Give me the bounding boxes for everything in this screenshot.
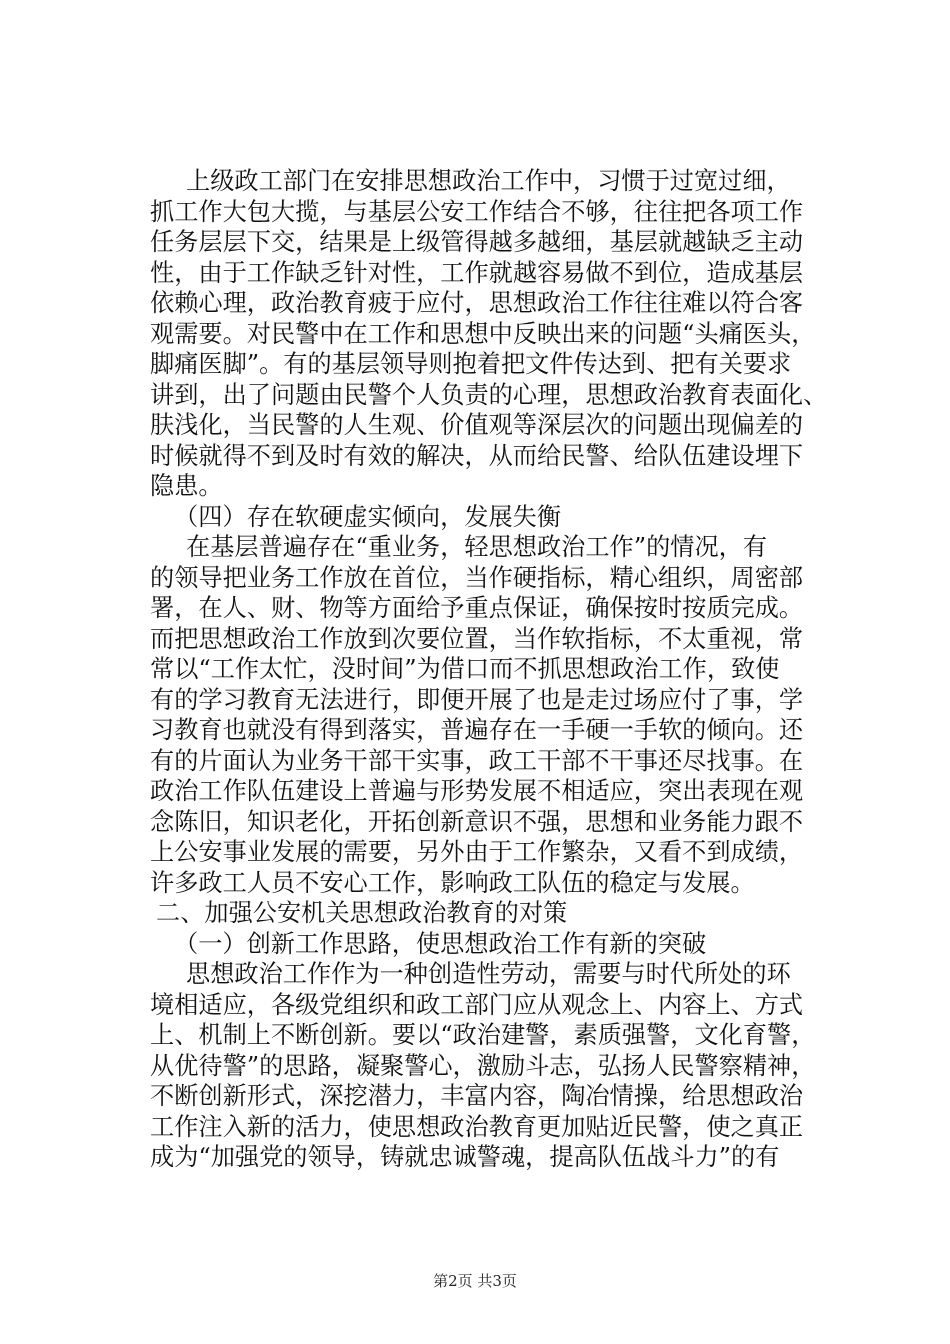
text-line: 有的片面认为业务干部干实事，政工干部不干事还尽找事。在 [150, 746, 804, 775]
text-line: 不断创新形式，深挖潜力，丰富内容，陶冶情操，给思想政治 [150, 1082, 804, 1110]
text-line: 在基层普遍存在“重业务，轻思想政治工作”的情况，有 [186, 533, 768, 561]
text-line: 抓工作大包大揽，与基层公安工作结合不够，往往把各项工作 [150, 197, 804, 226]
text-line: 上公安事业发展的需要，另外由于工作繁杂，又看不到成绩， [150, 838, 804, 866]
text-line: 从优待警”的思路，凝聚警心，激励斗志，弘扬人民警察精神， [150, 1051, 816, 1080]
text-line: 隐患。 [150, 472, 223, 500]
text-line: 习教育也就没有得到落实，普遍存在一手硬一手软的倾向。还 [150, 716, 804, 744]
text-line: 任务层层下交，结果是上级管得越多越细，基层就越缺乏主动 [150, 228, 804, 256]
document-body [150, 166, 840, 1173]
text-line: 思想政治工作作为一种创造性劳动，需要与时代所处的环 [186, 960, 791, 988]
text-line: 肤浅化，当民警的人生观、价值观等深层次的问题出现偏差的 [150, 411, 804, 439]
text-line: 成为“加强党的领导，铸就忠诚警魂，提高队伍战斗力”的有 [150, 1143, 780, 1171]
text-line: 上级政工部门在安排思想政治工作中，习惯于过宽过细， [186, 167, 791, 195]
text-line: 有的学习教育无法进行，即便开展了也是走过场应付了事，学 [150, 685, 804, 714]
text-line: 性，由于工作缺乏针对性，工作就越容易做不到位，造成基层 [150, 258, 804, 287]
text-line: 依赖心理，政治教育疲于应付，思想政治工作往往难以符合客 [150, 289, 804, 317]
page-footer: 第2页 共3页 [433, 1272, 517, 1290]
text-line: 脚痛医脚”。有的基层领导则抱着把文件传达到、把有关要求 [150, 350, 792, 378]
text-line: 观需要。对民警中在工作和思想中反映出来的问题“头痛医头， [150, 319, 816, 348]
text-line: 署，在人、财、物等方面给予重点保证，确保按时按质完成。 [150, 594, 804, 622]
text-line: （四）存在软硬虚实倾向，发展失衡 [174, 502, 562, 531]
text-line: 念陈旧，知识老化，开拓创新意识不强，思想和业务能力跟不 [150, 807, 804, 836]
text-line: 常以“工作太忙，没时间”为借口而不抓思想政治工作，致使 [150, 655, 780, 683]
text-line: 的领导把业务工作放在首位，当作硬指标，精心组织，周密部 [150, 563, 804, 592]
text-line: 许多政工人员不安心工作，影响政工队伍的稳定与发展。 [150, 868, 755, 897]
text-line: （一）创新工作思路，使思想政治工作有新的突破 [174, 929, 707, 958]
text-line: 而把思想政治工作放到次要位置，当作软指标，不太重视，常 [150, 624, 804, 653]
text-line: 工作注入新的活力，使思想政治教育更加贴近民警，使之真正 [150, 1112, 804, 1141]
text-line: 上、机制上不断创新。要以“政治建警，素质强警，文化育警， [150, 1021, 816, 1049]
text-line: 讲到，出了问题由民警个人负责的心理，思想政治教育表面化、 [150, 380, 828, 409]
text-line: 时候就得不到及时有效的解决，从而给民警、给队伍建设埋下 [150, 441, 804, 470]
text-line: 境相适应，各级党组织和政工部门应从观念上、内容上、方式 [150, 990, 804, 1019]
text-line: 二、加强公安机关思想政治教育的对策 [156, 899, 568, 927]
text-line: 政治工作队伍建设上普遍与形势发展不相适应，突出表现在观 [150, 777, 804, 805]
